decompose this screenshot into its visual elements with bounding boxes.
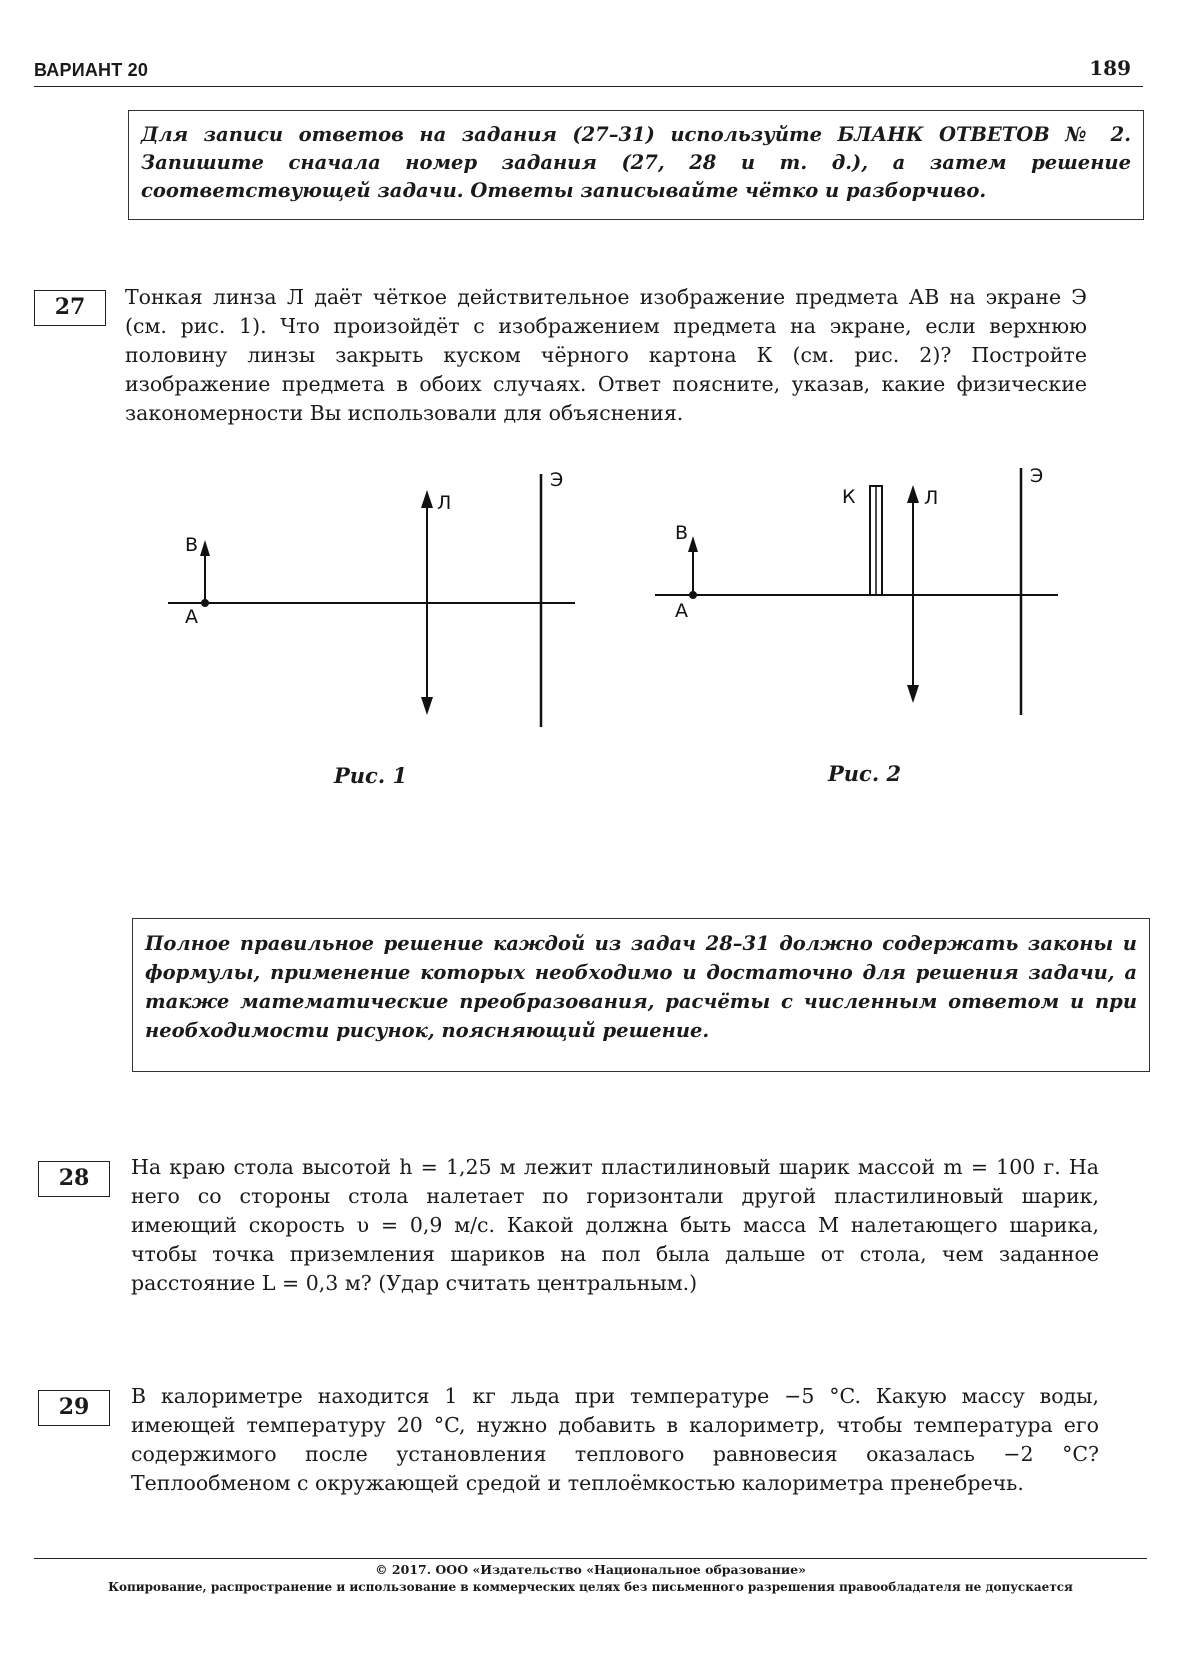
- answer-sheet-instructions: Для записи ответов на задания (27–31) используйте БЛАНК ОТВЕТОВ № 2. Запишите сначала номер задания (27, 28 и т. д.), а затем решение соответствующей задачи. Ответы записывайте чётко и разборчиво.: [128, 110, 1144, 220]
- task-28-text: На краю стола высотой h = 1,25 м лежит пластилиновый шарик массой m = 100 г. На него со стороны стола налетает по горизонтали другой пластилиновый шарик, имеющий скорость υ = 0,9 м/с. Какой должна быть масса M налетающего шарика, чтобы точка приземления шариков на пол была дальше от стола, чем заданное расстояние L = 0,3 м? (Удар считать центральным.): [131, 1155, 1099, 1295]
- fig1-object-arrowhead: [200, 540, 210, 556]
- fig2-point-a: [689, 591, 697, 599]
- fig1-lens-top-arrowhead: [421, 490, 433, 508]
- fig1-label-lens: Л: [437, 492, 452, 514]
- figure-1-caption: Рис. 1: [334, 763, 408, 788]
- fig2-label-cardboard: К: [842, 486, 856, 508]
- fig2-lens-top-arrowhead: [907, 485, 919, 503]
- fig1-label-a: А: [185, 606, 198, 628]
- figure-2-caption: Рис. 2: [828, 761, 902, 786]
- task-27-number: 27: [34, 290, 106, 326]
- solution-requirements: Полное правильное решение каждой из задач 28–31 должно содержать законы и формулы, применение которых необходимо и достаточно для решения задачи, а также математические преобразования, расчёты с численным ответом и при необходимости рисунок, поясняющий решение.: [132, 918, 1150, 1072]
- fig2-label-lens: Л: [924, 487, 939, 509]
- variant-title: ВАРИАНТ 20: [34, 60, 149, 80]
- task-29-number: 29: [38, 1390, 110, 1426]
- fig1-label-screen: Э: [550, 469, 564, 491]
- figure-1: [0, 0, 1181, 820]
- footer-notice: Копирование, распространение и использование в коммерческих целях без письменного разрешения правообладателя не допускается: [108, 1580, 1073, 1594]
- footer-copyright: © 2017. ООО «Издательство «Национальное образование»: [375, 1562, 806, 1577]
- fig1-point-a: [201, 599, 209, 607]
- fig2-label-a: А: [675, 600, 688, 622]
- fig2-lens-bottom-arrowhead: [907, 685, 919, 703]
- task-28-number: 28: [38, 1161, 110, 1197]
- task-27-text: Тонкая линза Л даёт чёткое действительное изображение предмета АВ на экране Э (см. рис. 1). Что произойдёт с изображением предмета на экране, если верхнюю половину линзы закрыть куском чёрного картона К (см. рис. 2)? Постройте изображение предмета в обоих случаях. Ответ поясните, указав, какие физические закономерности Вы использовали для объяснения.: [125, 285, 1087, 425]
- fig1-lens-bottom-arrowhead: [421, 697, 433, 715]
- fig2-label-screen: Э: [1030, 465, 1044, 487]
- fig1-label-b: В: [185, 534, 199, 556]
- footer-divider: [34, 1558, 1147, 1559]
- page-number: 189: [1089, 56, 1131, 80]
- fig2-label-b: В: [675, 522, 689, 544]
- fig2-object-arrowhead: [688, 536, 698, 552]
- task-29-text: В калориметре находится 1 кг льда при температуре −5 °C. Какую массу воды, имеющей температуру 20 °C, нужно добавить в калориметр, чтобы температура его содержимого после установления теплового равновесия оказалась −2 °C? Теплообменом с окружающей средой и теплоёмкостью калориметра пренебречь.: [131, 1384, 1099, 1495]
